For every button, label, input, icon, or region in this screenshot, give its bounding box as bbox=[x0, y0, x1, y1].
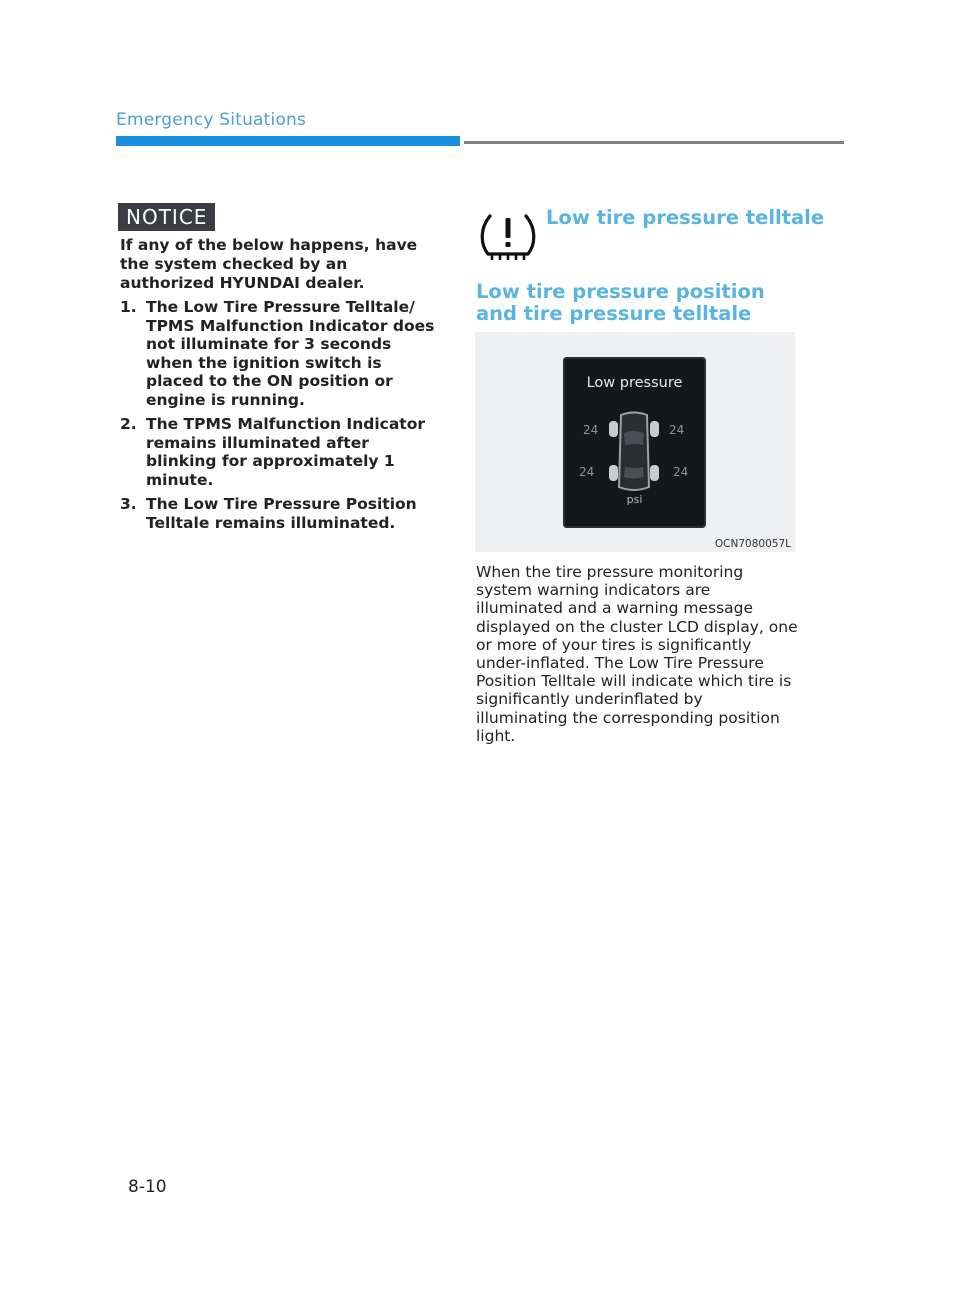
list-item: 2. The TPMS Malfunction Indicator remains illuminated after blinking for approximately 1 minute. bbox=[120, 415, 425, 489]
notice-badge: NOTICE bbox=[118, 203, 215, 231]
tire-pressure-warning-icon bbox=[478, 208, 538, 264]
tire-pressure-rear-left: 24 bbox=[579, 465, 595, 479]
figure-code: OCN7080057L bbox=[714, 538, 791, 550]
list-item: 3. The Low Tire Pressure Position Telltale remains illuminated. bbox=[120, 495, 417, 532]
page-number: 8-10 bbox=[128, 1177, 167, 1197]
pressure-unit: psi bbox=[626, 493, 643, 506]
header-rule bbox=[464, 141, 844, 144]
cluster-lcd-display bbox=[563, 357, 706, 528]
tire-pressure-front-left: 24 bbox=[583, 423, 599, 437]
car-top-view-icon bbox=[607, 411, 661, 493]
section-title: Emergency Situations bbox=[116, 110, 307, 130]
header-accent-bar bbox=[116, 136, 460, 146]
tire-pressure-front-right: 24 bbox=[669, 423, 685, 437]
telltale-heading: Low tire pressure telltale bbox=[546, 206, 825, 229]
notice-intro: If any of the below happens, have the system checked by an authorized HYUNDAI dealer. bbox=[120, 236, 418, 292]
section-heading: Low tire pressure position and tire pressure telltale bbox=[476, 280, 765, 325]
body-paragraph: When the tire pressure monitoring system warning indicators are illuminated and a warning message displayed on the cluster LCD display, one or more of your tires is significantly under-inflated. The Low Tire Pressure Position Telltale will indicate which tire is significantly underinflated by illuminating the corresponding position light. bbox=[476, 563, 798, 745]
lcd-figure bbox=[475, 332, 795, 552]
list-item: 1. The Low Tire Pressure Telltale/ TPMS Malfunction Indicator does not illuminate for 3 seconds when the ignition switch is placed to the ON position or engine is running. bbox=[120, 298, 435, 409]
lcd-title: Low pressure bbox=[586, 375, 683, 391]
tire-pressure-rear-right: 24 bbox=[673, 465, 689, 479]
notice-list bbox=[120, 298, 442, 538]
